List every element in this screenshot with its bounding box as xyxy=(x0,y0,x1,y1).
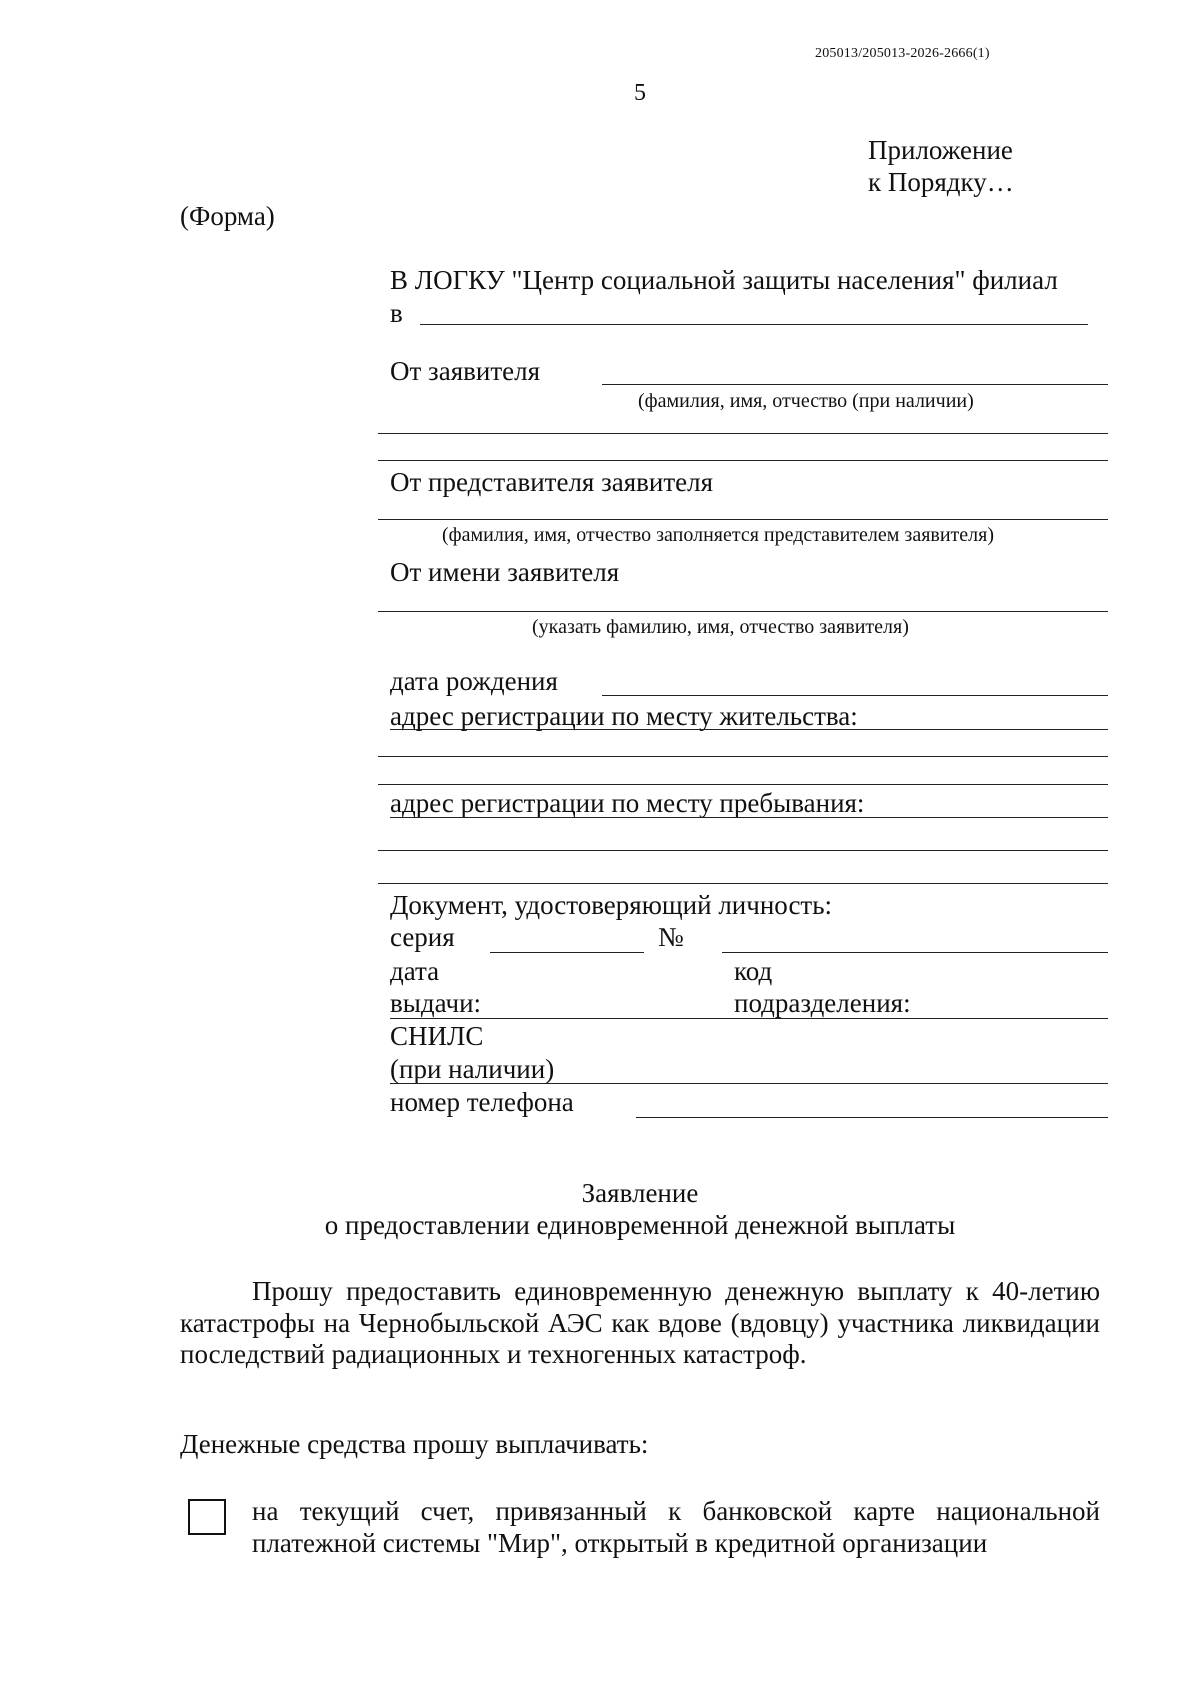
bank-card-option-checkbox[interactable] xyxy=(188,1499,226,1535)
behalf-hint: (указать фамилию, имя, отчество заявителя) xyxy=(532,616,909,638)
recipient-line: В ЛОГКУ "Центр социальной защиты населения" филиал xyxy=(390,265,1058,295)
stay-address-line-2[interactable] xyxy=(378,850,1108,851)
residence-address-line-2[interactable] xyxy=(378,756,1108,757)
phone-field-line[interactable] xyxy=(636,1117,1108,1118)
residence-address-line-3[interactable] xyxy=(378,784,1108,785)
snils-label-2: (при наличии) xyxy=(390,1054,555,1084)
statement-subtitle: о предоставлении единовременной денежной выплаты xyxy=(324,1210,956,1240)
phone-label: номер телефона xyxy=(390,1087,574,1117)
form-label: (Форма) xyxy=(180,201,275,231)
applicant-extra-line-1[interactable] xyxy=(378,433,1108,434)
snils-label-1: СНИЛС xyxy=(390,1021,484,1051)
dept-code-label-2: подразделения: xyxy=(734,988,911,1018)
number-field-line[interactable] xyxy=(722,952,1108,953)
stay-address-line-1[interactable] xyxy=(390,817,1108,818)
payment-intro: Денежные средства прошу выплачивать: xyxy=(180,1429,649,1459)
recipient-in-prefix: в xyxy=(390,298,403,328)
residence-address-line-1[interactable] xyxy=(390,729,1108,730)
issue-date-label-1: дата xyxy=(390,956,440,986)
request-paragraph: Прошу предоставить единовременную денежную выплату к 40-летию катастрофы на Чернобыльской АЭС как вдове (вдовцу) участника ликвидации последствий радиационных и техногенных катастроф. xyxy=(180,1276,1100,1369)
series-label: серия xyxy=(390,922,455,952)
applicant-label: От заявителя xyxy=(390,356,540,386)
number-label: № xyxy=(658,922,684,952)
representative-name-line[interactable] xyxy=(378,519,1108,520)
page-number: 5 xyxy=(634,80,646,106)
applicant-name-hint: (фамилия, имя, отчество (при наличии) xyxy=(638,390,974,412)
applicant-name-line[interactable] xyxy=(602,384,1108,385)
representative-hint: (фамилия, имя, отчество заполняется представителем заявителя) xyxy=(442,524,994,546)
dept-code-label-1: код xyxy=(734,956,773,986)
appendix-reference: к Порядку… xyxy=(868,167,1014,197)
stay-address-line-3[interactable] xyxy=(378,883,1108,884)
issue-date-label-2: выдачи: xyxy=(390,988,482,1018)
series-field-line[interactable] xyxy=(490,952,644,953)
stay-address-label: адрес регистрации по месту пребывания: xyxy=(390,788,865,818)
residence-address-label: адрес регистрации по месту жительства: xyxy=(390,701,858,731)
document-id: 205013/205013-2026-2666(1) xyxy=(815,46,990,61)
snils-field-line[interactable] xyxy=(390,1083,1108,1084)
bank-card-option-text: на текущий счет, привязанный к банковской карте национальной платежной системы "Мир", открытый в кредитной организации xyxy=(252,1496,1100,1558)
statement-title: Заявление xyxy=(581,1178,699,1208)
identity-document-label: Документ, удостоверяющий личность: xyxy=(390,890,833,920)
appendix-title: Приложение xyxy=(868,135,1013,165)
applicant-extra-line-2[interactable] xyxy=(378,460,1108,461)
birth-date-label: дата рождения xyxy=(390,666,558,696)
issue-date-and-code-line[interactable] xyxy=(390,1018,1108,1019)
behalf-label: От имени заявителя xyxy=(390,557,620,587)
branch-field-line[interactable] xyxy=(420,324,1088,325)
behalf-name-line[interactable] xyxy=(378,611,1108,612)
birth-date-line[interactable] xyxy=(602,695,1108,696)
representative-label: От представителя заявителя xyxy=(390,467,714,497)
